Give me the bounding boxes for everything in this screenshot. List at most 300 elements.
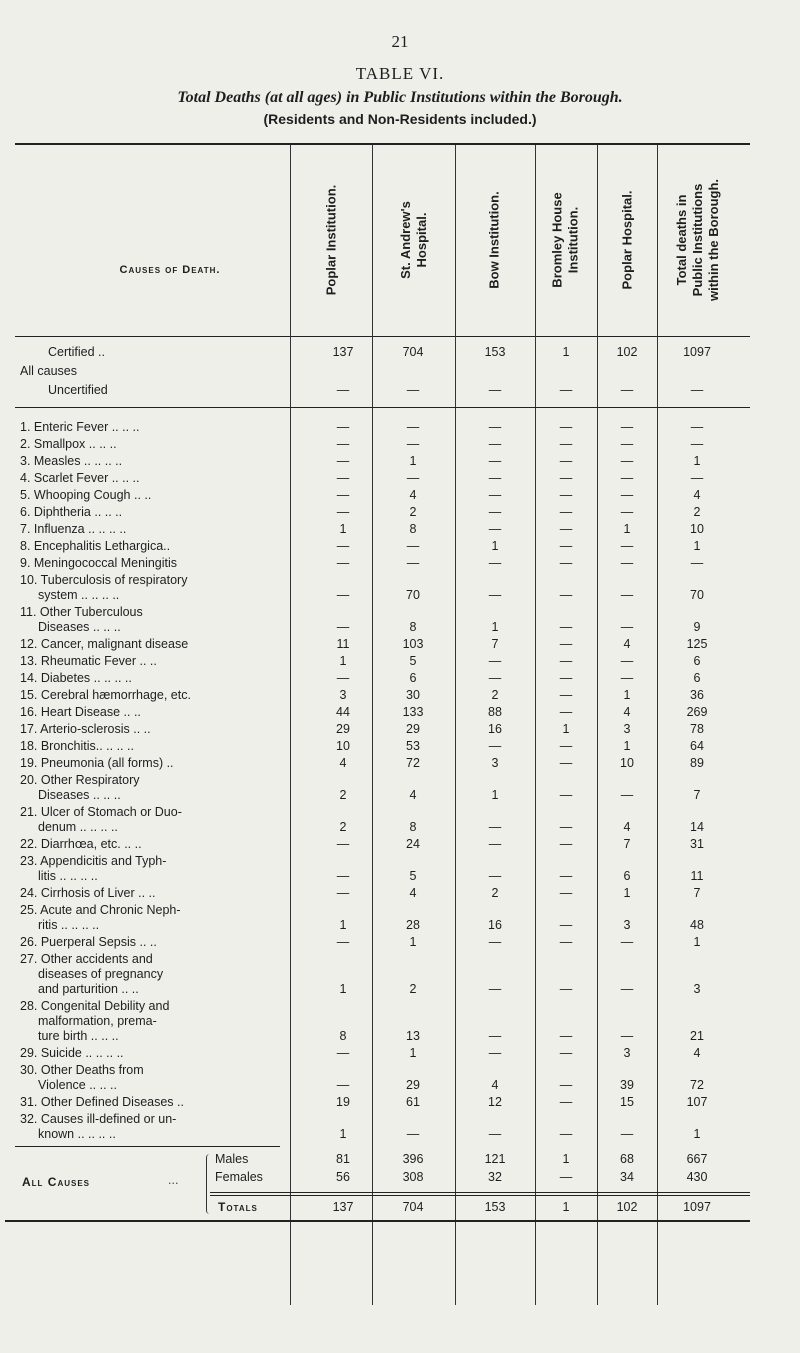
- table-cell: —: [620, 556, 634, 570]
- column-divider: [657, 145, 658, 1305]
- column-header: [535, 150, 597, 330]
- table-cell: —: [406, 539, 420, 553]
- brace: [206, 1154, 213, 1214]
- table-cell: 269: [686, 705, 708, 719]
- table-cell: —: [559, 488, 573, 502]
- table-cell: 56: [336, 1170, 350, 1184]
- table-cell: —: [488, 820, 502, 834]
- table-subnote: (Residents and Non-Residents included.): [263, 111, 537, 127]
- table-cell: —: [620, 471, 634, 485]
- table-cell: —: [559, 654, 573, 668]
- table-cell: 102: [616, 345, 638, 359]
- table-cell: 1: [339, 654, 347, 668]
- table-cell: —: [488, 1127, 502, 1141]
- table-cell: —: [620, 420, 634, 434]
- table-cell: 1: [623, 739, 631, 753]
- table-cell: —: [559, 588, 573, 602]
- totals-label: Totals: [218, 1200, 258, 1214]
- table-cell: —: [620, 437, 634, 451]
- table-cell: —: [620, 620, 634, 634]
- table-cell: —: [559, 739, 573, 753]
- table-cell: —: [406, 1127, 420, 1141]
- table-cell: 8: [409, 522, 417, 536]
- table-cell: 137: [332, 345, 354, 359]
- column-header: [290, 150, 372, 330]
- table-cell: 10: [690, 522, 704, 536]
- table-cell: —: [690, 420, 704, 434]
- column-header: [657, 150, 740, 330]
- table-cell: —: [559, 454, 573, 468]
- table-cell: —: [559, 788, 573, 802]
- table-cell: 667: [686, 1152, 708, 1166]
- table-cell: —: [336, 437, 350, 451]
- table-cell: —: [336, 539, 350, 553]
- row-label: and parturition .. ..: [38, 982, 139, 996]
- table-cell: 31: [690, 837, 704, 851]
- table-cell: —: [406, 437, 420, 451]
- table-cell: 1097: [683, 1200, 711, 1214]
- table-cell: 103: [402, 637, 424, 651]
- table-cell: —: [336, 556, 350, 570]
- table-cell: 11: [690, 869, 704, 883]
- row-label: 4. Scarlet Fever .. .. ..: [20, 471, 140, 485]
- table-cell: —: [488, 420, 502, 434]
- table-cell: 32: [488, 1170, 502, 1184]
- row-label: 1. Enteric Fever .. .. ..: [20, 420, 140, 434]
- table-cell: 68: [620, 1152, 634, 1166]
- table-cell: —: [559, 1095, 573, 1109]
- table-cell: 1: [491, 539, 499, 553]
- table-cell: 4: [409, 886, 417, 900]
- table-cell: —: [488, 982, 502, 996]
- causes-of-death-header: Causes of Death.: [119, 264, 221, 276]
- table-cell: —: [488, 505, 502, 519]
- table-cell: 1: [339, 522, 347, 536]
- table-cell: 1: [491, 788, 499, 802]
- table-cell: —: [559, 471, 573, 485]
- table-cell: 12: [488, 1095, 502, 1109]
- column-header-label: St. Andrew's Hospital.: [397, 201, 429, 279]
- table-cell: —: [620, 588, 634, 602]
- table-cell: 30: [406, 688, 420, 702]
- table-cell: —: [559, 671, 573, 685]
- table-cell: 1: [562, 722, 570, 736]
- table-cell: 5: [409, 869, 417, 883]
- table-cell: 14: [690, 820, 704, 834]
- dots: ...: [168, 1173, 179, 1187]
- table-cell: 2: [339, 788, 347, 802]
- row-label: malformation, prema-: [38, 1014, 157, 1028]
- table-cell: —: [336, 505, 350, 519]
- table-cell: —: [559, 886, 573, 900]
- table-cell: 6: [623, 869, 631, 883]
- table-cell: —: [336, 869, 350, 883]
- table-cell: —: [336, 420, 350, 434]
- table-cell: 3: [693, 982, 701, 996]
- table-cell: —: [336, 935, 350, 949]
- page-number: 21: [391, 32, 409, 51]
- row-label: 7. Influenza .. .. .. ..: [20, 522, 127, 536]
- table-cell: —: [488, 383, 502, 397]
- section-rule: [15, 407, 750, 408]
- table-cell: 2: [491, 886, 499, 900]
- row-label: 15. Cerebral hæmorrhage, etc.: [20, 688, 191, 702]
- totals-top-rule: [210, 1192, 750, 1193]
- table-cell: —: [488, 869, 502, 883]
- column-header-label: Poplar Institution.: [323, 184, 338, 296]
- table-cell: —: [559, 756, 573, 770]
- table-cell: —: [406, 556, 420, 570]
- table-cell: 28: [406, 918, 420, 932]
- row-label: 26. Puerperal Sepsis .. ..: [20, 935, 157, 949]
- table-cell: 64: [690, 739, 704, 753]
- table-cell: 72: [690, 1078, 704, 1092]
- table-cell: —: [559, 620, 573, 634]
- row-label: 10. Tuberculosis of respiratory: [20, 573, 188, 587]
- table-cell: —: [620, 488, 634, 502]
- table-cell: —: [336, 588, 350, 602]
- table-cell: —: [690, 437, 704, 451]
- table-cell: 1: [562, 345, 570, 359]
- table-cell: 15: [620, 1095, 634, 1109]
- column-header-label: Bromley House Institution.: [550, 192, 581, 288]
- table-cell: 1: [562, 1200, 570, 1214]
- table-cell: 153: [484, 345, 506, 359]
- table-cell: 81: [336, 1152, 350, 1166]
- table-cell: 24: [406, 837, 420, 851]
- row-label: 28. Congenital Debility and: [20, 999, 170, 1013]
- row-label: 14. Diabetes .. .. .. ..: [20, 671, 132, 685]
- table-cell: 2: [409, 505, 417, 519]
- table-cell: 1: [562, 1152, 570, 1166]
- table-subtitle: Total Deaths (at all ages) in Public Institutions within the Borough.: [177, 89, 623, 106]
- table-cell: 4: [409, 788, 417, 802]
- table-cell: 1: [409, 454, 417, 468]
- table-cell: 107: [686, 1095, 708, 1109]
- table-cell: —: [559, 820, 573, 834]
- table-cell: —: [559, 383, 573, 397]
- table-cell: 1: [339, 1127, 347, 1141]
- row-label: 32. Causes ill-defined or un-: [20, 1112, 177, 1126]
- table-cell: 7: [693, 788, 701, 802]
- table-cell: 4: [491, 1078, 499, 1092]
- table-cell: 125: [686, 637, 708, 651]
- row-label: 2. Smallpox .. .. ..: [20, 437, 117, 451]
- table-cell: 1: [623, 522, 631, 536]
- table-cell: 7: [623, 837, 631, 851]
- row-label: system .. .. .. ..: [38, 588, 120, 602]
- table-cell: 7: [693, 886, 701, 900]
- column-header-label: Total deaths in Public Institutions within the Borough.: [674, 178, 722, 302]
- row-label: 25. Acute and Chronic Neph-: [20, 903, 181, 917]
- table-cell: 2: [693, 505, 701, 519]
- table-cell: 3: [623, 722, 631, 736]
- table-cell: —: [559, 982, 573, 996]
- table-cell: 53: [406, 739, 420, 753]
- row-label: 31. Other Defined Diseases ..: [20, 1095, 184, 1109]
- table-cell: —: [488, 1046, 502, 1060]
- table-cell: 1: [623, 688, 631, 702]
- table-cell: 102: [616, 1200, 638, 1214]
- table-cell: 6: [409, 671, 417, 685]
- totals-top-rule-2: [210, 1195, 750, 1196]
- table-cell: 1: [409, 1046, 417, 1060]
- certified-label: Certified ..: [48, 345, 105, 359]
- table-cell: 2: [409, 982, 417, 996]
- table-cell: —: [488, 739, 502, 753]
- table-cell: 10: [620, 756, 634, 770]
- table-cell: 1: [339, 918, 347, 932]
- table-cell: —: [559, 437, 573, 451]
- table-cell: 1: [623, 886, 631, 900]
- table-cell: 29: [336, 722, 350, 736]
- table-cell: —: [488, 671, 502, 685]
- table-title: TABLE VI.: [355, 64, 445, 83]
- table-cell: —: [336, 454, 350, 468]
- table-cell: —: [488, 935, 502, 949]
- table-cell: —: [620, 1127, 634, 1141]
- column-header: [372, 150, 455, 330]
- table-cell: —: [336, 886, 350, 900]
- table-cell: —: [559, 837, 573, 851]
- table-cell: 704: [402, 345, 424, 359]
- all-causes-label: All causes: [20, 364, 77, 378]
- table-cell: —: [488, 837, 502, 851]
- column-header-label: Bow Institution.: [487, 191, 503, 289]
- table-cell: 8: [409, 620, 417, 634]
- table-cell: —: [488, 654, 502, 668]
- table-cell: —: [488, 1029, 502, 1043]
- table-cell: 72: [406, 756, 420, 770]
- table-cell: —: [620, 383, 634, 397]
- table-cell: 88: [488, 705, 502, 719]
- table-cell: 89: [690, 756, 704, 770]
- table-cell: 11: [336, 637, 350, 651]
- row-label: 23. Appendicitis and Typh-: [20, 854, 167, 868]
- table-cell: 21: [690, 1029, 704, 1043]
- table-cell: 1: [491, 620, 499, 634]
- table-cell: —: [620, 505, 634, 519]
- table-cell: 8: [339, 1029, 347, 1043]
- column-header: [455, 150, 535, 330]
- table-cell: —: [559, 1029, 573, 1043]
- table-cell: 4: [693, 1046, 701, 1060]
- table-cell: —: [620, 671, 634, 685]
- table-cell: 4: [409, 488, 417, 502]
- table-cell: —: [406, 420, 420, 434]
- row-label: 16. Heart Disease .. ..: [20, 705, 141, 719]
- table-cell: —: [488, 522, 502, 536]
- table-cell: —: [559, 1078, 573, 1092]
- header-bottom-rule: [15, 336, 750, 337]
- table-cell: —: [406, 383, 420, 397]
- table-cell: 4: [693, 488, 701, 502]
- table-cell: —: [559, 556, 573, 570]
- row-label: 27. Other accidents and: [20, 952, 153, 966]
- females-label: Females: [215, 1170, 263, 1184]
- row-label: 17. Arterio-sclerosis .. ..: [20, 722, 151, 736]
- table-cell: —: [559, 935, 573, 949]
- table-cell: —: [406, 471, 420, 485]
- table-cell: 3: [491, 756, 499, 770]
- table-cell: 9: [693, 620, 701, 634]
- table-cell: 48: [690, 918, 704, 932]
- all-causes-bottom-label: All Causes: [22, 1175, 91, 1189]
- row-label: 18. Bronchitis.. .. .. ..: [20, 739, 134, 753]
- row-label: 6. Diphtheria .. .. ..: [20, 505, 123, 519]
- table-cell: —: [559, 705, 573, 719]
- column-divider: [290, 145, 291, 1305]
- row-label: 24. Cirrhosis of Liver .. ..: [20, 886, 156, 900]
- table-cell: 396: [402, 1152, 424, 1166]
- table-cell: 19: [336, 1095, 350, 1109]
- table-cell: —: [559, 505, 573, 519]
- table-cell: 1: [339, 982, 347, 996]
- table-cell: —: [620, 788, 634, 802]
- table-cell: —: [336, 837, 350, 851]
- table-cell: 44: [336, 705, 350, 719]
- table-cell: —: [690, 383, 704, 397]
- table-cell: 16: [488, 722, 502, 736]
- table-cell: —: [620, 454, 634, 468]
- table-cell: —: [336, 620, 350, 634]
- table-cell: —: [488, 588, 502, 602]
- table-cell: 2: [491, 688, 499, 702]
- row-label: 13. Rheumatic Fever .. ..: [20, 654, 157, 668]
- table-cell: 70: [406, 588, 420, 602]
- table-cell: 137: [332, 1200, 354, 1214]
- table-cell: 704: [402, 1200, 424, 1214]
- table-cell: —: [336, 1046, 350, 1060]
- row-label: ture birth .. .. ..: [38, 1029, 119, 1043]
- table-cell: —: [488, 454, 502, 468]
- table-cell: 133: [402, 705, 424, 719]
- table-cell: 4: [623, 705, 631, 719]
- table-cell: —: [690, 556, 704, 570]
- table-cell: —: [559, 1170, 573, 1184]
- table-cell: —: [336, 488, 350, 502]
- table-cell: 5: [409, 654, 417, 668]
- row-label: 8. Encephalitis Lethargica..: [20, 539, 171, 553]
- row-label: Diseases .. .. ..: [38, 620, 121, 634]
- table-cell: 13: [406, 1029, 420, 1043]
- table-cell: 39: [620, 1078, 634, 1092]
- table-cell: 4: [623, 820, 631, 834]
- row-label: 29. Suicide .. .. .. ..: [20, 1046, 124, 1060]
- table-cell: 8: [409, 820, 417, 834]
- row-label: 20. Other Respiratory: [20, 773, 140, 787]
- table-cell: 1: [693, 539, 701, 553]
- table-cell: 2: [339, 820, 347, 834]
- table-cell: 1097: [683, 345, 711, 359]
- row-label: litis .. .. .. ..: [38, 869, 98, 883]
- table-cell: 61: [406, 1095, 420, 1109]
- table-cell: 10: [336, 739, 350, 753]
- table-cell: 3: [623, 1046, 631, 1060]
- column-header: [597, 150, 657, 330]
- table-cell: 3: [623, 918, 631, 932]
- table-cell: —: [559, 637, 573, 651]
- table-cell: —: [336, 1078, 350, 1092]
- table-cell: —: [488, 471, 502, 485]
- table-cell: —: [336, 471, 350, 485]
- table-cell: —: [620, 935, 634, 949]
- table-cell: 29: [406, 1078, 420, 1092]
- table-cell: —: [488, 556, 502, 570]
- table-cell: —: [488, 437, 502, 451]
- table-cell: —: [559, 539, 573, 553]
- table-cell: 1: [409, 935, 417, 949]
- table-cell: 16: [488, 918, 502, 932]
- table-cell: —: [559, 688, 573, 702]
- table-cell: —: [559, 420, 573, 434]
- column-divider: [455, 145, 456, 1305]
- table-cell: 6: [693, 671, 701, 685]
- table-cell: 78: [690, 722, 704, 736]
- table-cell: —: [620, 1029, 634, 1043]
- row-label: Violence .. .. ..: [38, 1078, 117, 1092]
- table-cell: —: [620, 539, 634, 553]
- table-cell: —: [336, 671, 350, 685]
- table-cell: —: [336, 383, 350, 397]
- males-label: Males: [215, 1152, 249, 1166]
- row-label: 12. Cancer, malignant disease: [20, 637, 189, 651]
- row-label: 30. Other Deaths from: [20, 1063, 144, 1077]
- table-cell: 121: [484, 1152, 506, 1166]
- table-cell: 4: [623, 637, 631, 651]
- table-cell: 4: [339, 756, 347, 770]
- table-cell: 153: [484, 1200, 506, 1214]
- column-header-label: Poplar Hospital.: [619, 190, 634, 290]
- table-cell: —: [559, 869, 573, 883]
- table-cell: 70: [690, 588, 704, 602]
- row-label: 19. Pneumonia (all forms) ..: [20, 756, 174, 770]
- row-label: diseases of pregnancy: [38, 967, 164, 981]
- row-label: 5. Whooping Cough .. ..: [20, 488, 152, 502]
- table-cell: 1: [693, 935, 701, 949]
- row-label: 3. Measles .. .. .. ..: [20, 454, 123, 468]
- table-cell: —: [559, 918, 573, 932]
- row-label: 22. Diarrhœa, etc. .. ..: [20, 837, 142, 851]
- table-cell: —: [559, 522, 573, 536]
- uncertified-label: Uncertified: [48, 383, 108, 397]
- table-cell: 1: [693, 454, 701, 468]
- table-cell: 29: [406, 722, 420, 736]
- table-cell: —: [559, 1046, 573, 1060]
- table-cell: 34: [620, 1170, 634, 1184]
- table-cell: 7: [491, 637, 499, 651]
- table-cell: 6: [693, 654, 701, 668]
- table-cell: 1: [693, 1127, 701, 1141]
- row-label: Diseases .. .. ..: [38, 788, 121, 802]
- table-cell: —: [620, 982, 634, 996]
- row-label: 9. Meningococcal Meningitis: [20, 556, 178, 570]
- table-bottom-rule: [5, 1220, 750, 1222]
- row-label: 21. Ulcer of Stomach or Duo-: [20, 805, 182, 819]
- table-cell: 36: [690, 688, 704, 702]
- table-cell: 3: [339, 688, 347, 702]
- table-cell: —: [690, 471, 704, 485]
- table-cell: 308: [402, 1170, 424, 1184]
- section-rule: [15, 1146, 280, 1147]
- row-label: 11. Other Tuberculous: [20, 605, 143, 619]
- table-cell: —: [559, 1127, 573, 1141]
- row-label: ritis .. .. .. ..: [38, 918, 100, 932]
- table-cell: —: [620, 654, 634, 668]
- header-top-rule: [15, 143, 750, 145]
- row-label: denum .. .. .. ..: [38, 820, 118, 834]
- table-cell: —: [488, 488, 502, 502]
